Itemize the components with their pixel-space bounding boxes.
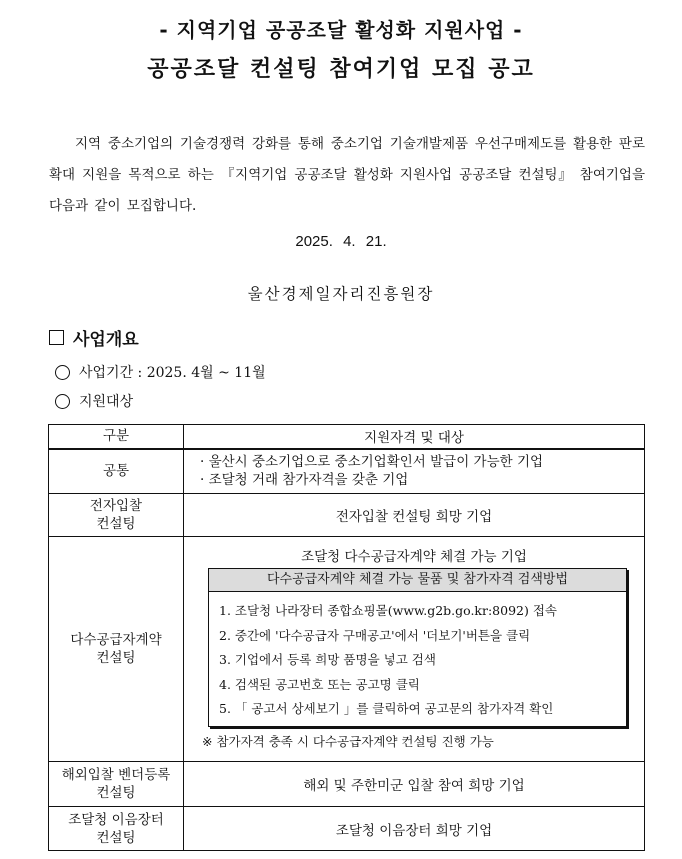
header-eligibility: 지원자격 및 대상 [184, 425, 645, 449]
step-item: 3. 기업에서 등록 희망 품명을 넣고 검색 [219, 652, 436, 667]
row-value: 전자입찰 컨설팅 희망 기업 [184, 494, 645, 537]
category-line: 컨설팅 [96, 650, 136, 666]
circle-bullet-icon [55, 365, 70, 380]
row-category [49, 762, 184, 807]
row-category [49, 537, 184, 762]
bullet-target-text: 지원대상 [79, 394, 134, 410]
notice-date: 2025. 4. 21. [295, 233, 387, 250]
category-line: 컨설팅 [96, 785, 136, 801]
category-line: 컨설팅 [96, 829, 136, 846]
section-heading [49, 325, 139, 350]
table-row-common [49, 449, 645, 494]
common-item: · 울산시 중소기업으로 중소기업확인서 발급이 가능한 기업 [200, 454, 544, 471]
issuing-organization: 울산경제일자리진흥원장 [247, 285, 435, 303]
category-line: 다수공급자계약 [70, 632, 162, 648]
row-value: 해외 및 주한미군 입찰 참여 희망 기업 [184, 762, 645, 807]
participation-note: ※ 참가자격 충족 시 다수공급자계약 컨설팅 진행 가능 [202, 733, 494, 749]
table-header-row [49, 425, 645, 449]
row-value: 조달청 이음장터 희망 기업 [184, 807, 645, 851]
search-method-box [208, 568, 627, 727]
row-value: 조달청 다수공급자계약 체결 가능 기업 [301, 549, 527, 565]
row-category [49, 494, 184, 537]
row-mas-detail [184, 537, 645, 762]
table-row-overseas [49, 762, 645, 807]
category-line: 해외입찰 벤더등록 [61, 767, 171, 783]
eligibility-table [48, 424, 645, 851]
bullet-target [55, 391, 133, 411]
row-category [49, 807, 184, 851]
step-item: 4. 검색된 공고번호 또는 공고명 클릭 [219, 676, 420, 692]
header-category: 구분 [49, 425, 184, 449]
square-bullet-icon [49, 330, 64, 345]
category-line: 컨설팅 [96, 516, 136, 532]
bullet-period-text: 사업기간 : 2025. 4월 ~ 11월 [79, 365, 266, 381]
intro-paragraph: 지역 중소기업의 기술경쟁력 강화를 통해 중소기업 기술개발제품 우선구매제도를 활용한 판로확대 지원을 목적으로 하는 『지역기업 공공조달 활성화 지원사업 공공조달 컨설팅』 참여기업을 다음과 같이 모집합니다. [49, 136, 645, 214]
page-title: 공공조달 컨설팅 참여기업 모집 공고 [147, 57, 535, 82]
table-row-mas [49, 537, 645, 762]
category-line: 전자입찰 [89, 498, 143, 514]
category-line: 조달청 이음장터 [68, 811, 164, 828]
step-item: 1. 조달청 나라장터 종합쇼핑몰(www.g2b.go.kr:8092) 접속 [219, 603, 557, 618]
step-item: 2. 중간에 '다수공급자 구매공고'에서 '더보기'버튼을 클릭 [219, 627, 531, 643]
title-line-1: - 지역기업 공공조달 활성화 지원사업 - [159, 18, 523, 42]
common-item: · 조달청 거래 참가자격을 갖춘 기업 [200, 472, 409, 489]
table-row-eum [49, 807, 645, 851]
table-row-e-bidding [49, 494, 645, 537]
circle-bullet-icon [55, 394, 70, 409]
bullet-period [55, 362, 266, 382]
step-item: 5. 「 공고서 상세보기 」를 클릭하여 공고문의 참가자격 확인 [219, 701, 554, 716]
row-common-items [184, 449, 645, 494]
section-title: 사업개요 [73, 330, 139, 350]
search-method-steps [209, 592, 626, 726]
search-method-title: 다수공급자계약 체결 가능 물품 및 참가자격 검색방법 [209, 569, 626, 592]
row-category: 공통 [49, 449, 184, 494]
